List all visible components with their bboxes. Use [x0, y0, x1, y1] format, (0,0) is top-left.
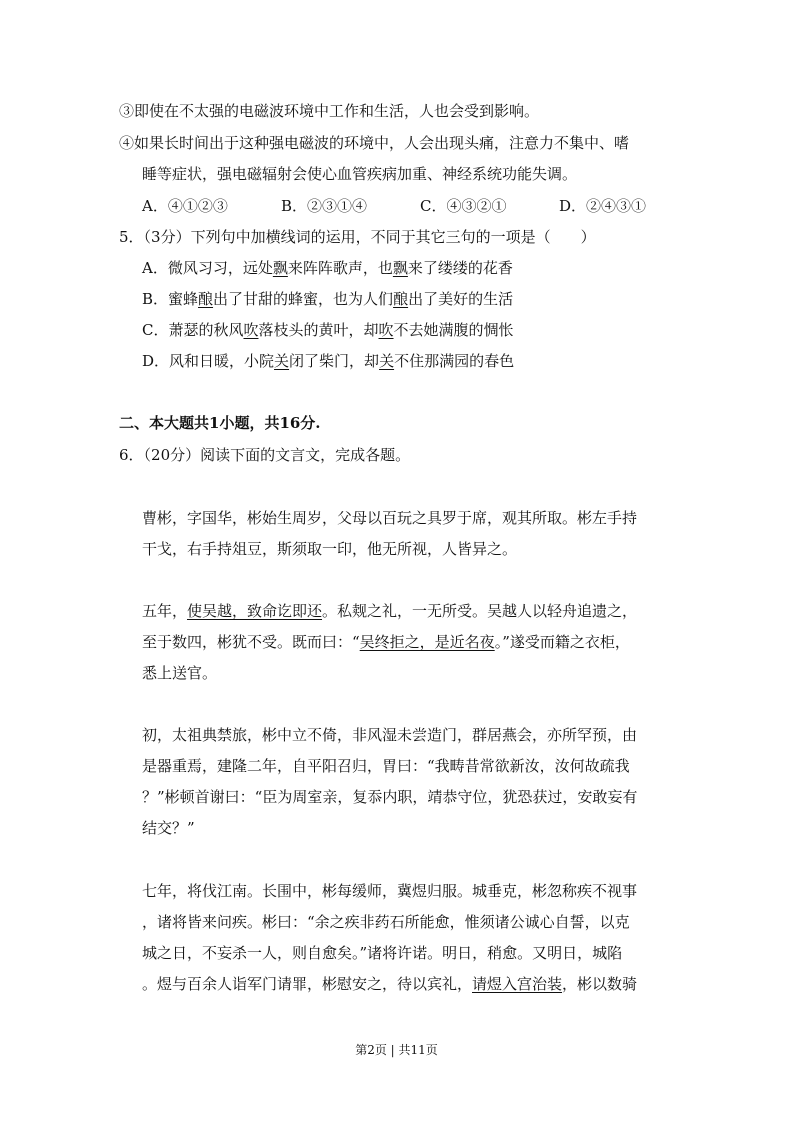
item-4-line-2: 睡等症状，强电磁辐射会使心血管疾病加重、神经系统功能失调。 [142, 165, 578, 183]
underlined-word: 酿 [198, 290, 214, 308]
text: 。煜与百余人诣军门请罪，彬慰安之，待以宾礼， [142, 975, 473, 993]
text: 出了美好的生活 [408, 290, 514, 308]
underlined-word: 吹 [378, 321, 394, 339]
passage-p1-line-1: 曹彬，字国华，彬始生周岁，父母以百玩之具罗于席，观其所取。彬左手持 [142, 509, 638, 527]
text: 五年， [142, 602, 188, 620]
underlined-word: 飘 [392, 259, 408, 277]
passage-p3-line-1: 初，太祖典禁旅，彬中立不倚，非风湿未尝造门，群居燕会，亦所罕预，由 [142, 726, 638, 744]
q4-option-b: B．②③①④ [281, 197, 368, 215]
section-2-heading: 二、本大题共1小题，共16分. [119, 414, 321, 432]
passage-p2-line-1 [142, 602, 637, 620]
text: 至于数四，彬犹不受。既而曰：“ [142, 633, 360, 651]
underlined-phrase: 使吴越，致命讫即还 [187, 602, 323, 620]
underlined-word: 关 [274, 352, 290, 370]
q4-options [142, 197, 646, 215]
passage-p3-line-2: 是器重焉，建隆二年，自平阳召归，胃曰：“我畴昔常欲新汝，汝何故疏我 [142, 757, 630, 775]
text: 。私觌之礼，一无所受。吴越人以轻舟追遗之， [322, 602, 638, 620]
underlined-word: 酿 [393, 290, 409, 308]
q5-option-b [142, 290, 513, 308]
footer-separator: | [390, 1043, 395, 1057]
underlined-phrase: 吴终拒之，是近名夜 [359, 633, 495, 651]
q5-option-a [142, 259, 513, 277]
q4-option-a: A．④①②③ [142, 197, 228, 215]
text: 。”遂受而籍之衣柜， [494, 633, 630, 651]
passage-p3-line-4: 结交？” [142, 819, 195, 837]
item-4-line-1: ④如果长时间出于这种强电磁波的环境中，人会出现头痛，注意力不集中、嗜 [119, 134, 630, 152]
passage-p1-line-2: 干戈，右手持俎豆，斯须取一印，他无所视，人皆异之。 [142, 540, 518, 558]
passage-p4-line-4 [142, 975, 637, 993]
q6-stem: 6．（20分）阅读下面的文言文，完成各题。 [119, 446, 411, 464]
text: C．萧瑟的秋风 [142, 321, 244, 339]
text: 来阵阵歌声，也 [287, 259, 393, 277]
text: B．蜜蜂 [142, 290, 199, 308]
text: D．风和日暖，小院 [142, 352, 275, 370]
text: 落枝头的黄叶，却 [258, 321, 379, 339]
passage-p4-line-3: 城之日，不妄杀一人，则自愈矣。”诸将许诺。明日，稍愈。又明日，城陷 [142, 944, 623, 962]
q5-option-d [142, 352, 514, 370]
q4-option-c: C．④③②① [420, 197, 507, 215]
q5-stem: 5．（3分）下列句中加横线词的运用，不同于其它三句的一项是（ ） [119, 228, 596, 246]
underlined-word: 吹 [243, 321, 259, 339]
page-total: 共11页 [398, 1043, 438, 1057]
passage-p4-line-2: ，诸将皆来问疾。彬曰：“余之疾非药石所能愈，惟须诸公诚心自誓，以克 [142, 913, 630, 931]
underlined-phrase: 请煜入宫治装 [472, 975, 563, 993]
underlined-word: 关 [379, 352, 395, 370]
passage-p4-line-1: 七年，将伐江南。长围中，彬每缓师，冀煜归服。城垂克，彬忽称疾不视事 [142, 882, 638, 900]
page-footer [0, 1041, 793, 1058]
passage-p2-line-3: 悉上送官。 [142, 664, 218, 682]
text: 出了甘甜的蜂蜜，也为人们 [213, 290, 394, 308]
text: ，彬以数骑 [562, 975, 638, 993]
passage-p3-line-3: ？”彬顿首谢曰：“臣为周室亲，复忝内职，靖恭守位，犹恐获过，安敢妄有 [142, 788, 638, 806]
underlined-word: 飘 [272, 259, 288, 277]
text: 来了缕缕的花香 [407, 259, 513, 277]
text: 不住那满园的春色 [394, 352, 515, 370]
page-number: 第2页 [355, 1043, 387, 1057]
text: 不去她满腹的惆怅 [393, 321, 514, 339]
text: 闭了柴门，却 [289, 352, 380, 370]
text: A．微风习习，远处 [142, 259, 273, 277]
item-3: ③即使在不太强的电磁波环境中工作和生活，人也会受到影响。 [119, 102, 540, 120]
q4-option-d: D．②④③① [559, 197, 647, 215]
passage-p2-line-2 [142, 633, 630, 651]
q5-option-c [142, 321, 514, 339]
